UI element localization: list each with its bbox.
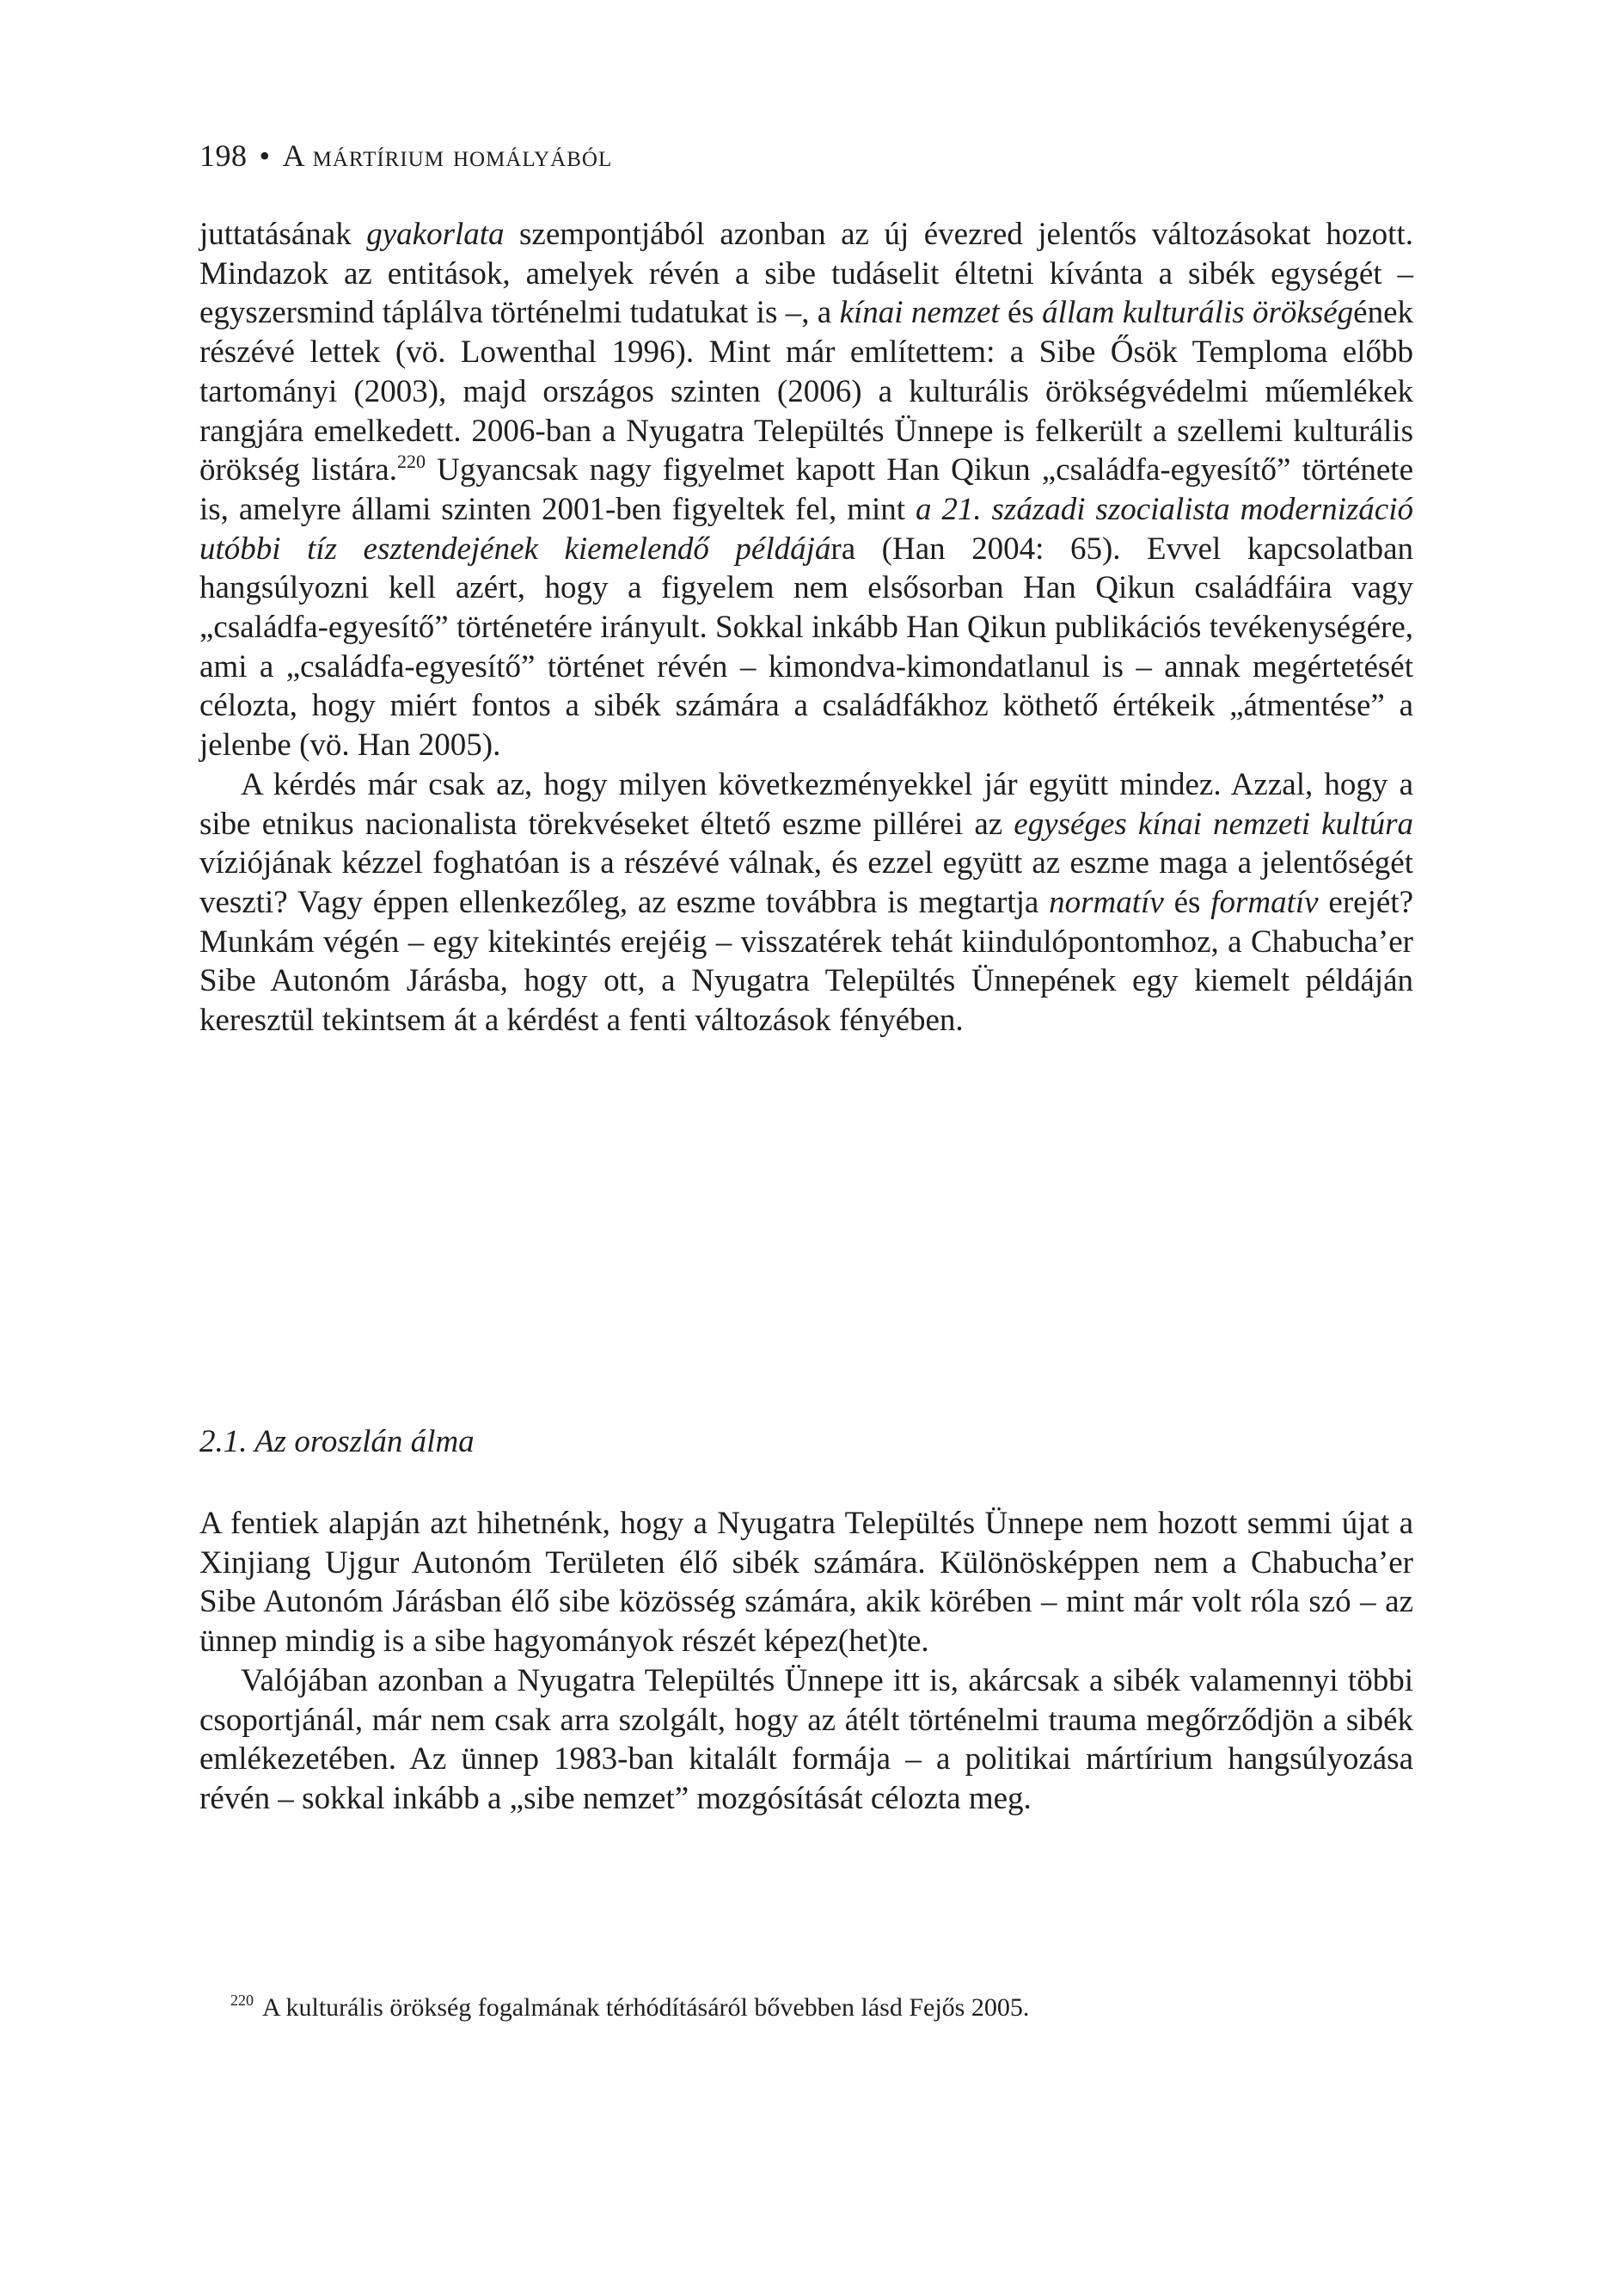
- page-number: 198: [199, 138, 248, 173]
- text-run: juttatásának: [199, 217, 367, 252]
- section-paragraph-1: [199, 1504, 1413, 1661]
- footnote-text: A kulturális örökség fogalmának térhódításáról bővebben lásd Fejős 2005.: [262, 1993, 1030, 2022]
- text-run: víziójának kézzel foghatóan is a részévé válnak, és ezzel együtt az eszme maga a jelentőségét veszti? Vagy éppen ellenkezőleg, az eszme továbbra is megtartja: [199, 845, 1413, 920]
- section-paragraph-2: [199, 1661, 1413, 1819]
- italic-run: a 21. századi szocialista modernizáció utóbbi tíz esztendejének kiemelendő példájá: [199, 491, 1413, 567]
- header-separator: •: [259, 138, 271, 173]
- italic-run: gyakorlata: [366, 217, 505, 252]
- text-run: [1245, 295, 1253, 330]
- footnote-number: 220: [230, 1992, 254, 2009]
- main-text: [199, 215, 1413, 1041]
- italic-run: formatív: [1210, 884, 1319, 920]
- text-run: és: [999, 295, 1043, 331]
- footnote-reference[interactable]: 220: [396, 451, 426, 473]
- italic-run: kínai nemzet: [839, 295, 1000, 331]
- italic-run: egységes kínai nemzeti kultúra: [1014, 806, 1413, 842]
- text-run: erejét? Munkám végén – egy kitekintés erejéig – visszatérek tehát kiindulópontomhoz, a Chabucha’er Sibe Autonóm Járásba, hogy ott, a Nyugatra Települtés Ünnepének egy kiemelt példáján keresztül tekintsem át a kérdést a fenti változások fényében.: [199, 884, 1413, 1039]
- text-run: Valójában azonban a Nyugatra Települtés Ünnepe itt is, akárcsak a sibék valamennyi többi csoportjánál, már nem csak arra szolgált, hogy az átélt történelmi trauma megőrződjön a sibék emlékezetében. Az ünnep 1983-ban kitalált formája – a politikai mártírium hangsúlyozása révén – sokkal inkább a „sibe nemzet” mozgósítását célozta meg.: [199, 1662, 1413, 1816]
- section-heading: 2.1. Az oroszlán álma: [199, 1424, 475, 1459]
- paragraph-2: [199, 765, 1413, 1041]
- italic-run: örökség: [1253, 295, 1354, 331]
- text-run: és: [1163, 884, 1211, 920]
- section-text: [199, 1504, 1413, 1819]
- italic-run: állam kulturális: [1042, 295, 1245, 331]
- text-run: Ugyancsak nagy figyelmet kapott Han Qikun „családfa-egyesítő” története is, amelyre állami szinten 2001-ben figyeltek fel, mint: [199, 452, 1413, 527]
- text-run: ének részévé lettek (vö. Lowenthal 1996). Mint már említettem: a Sibe Ősök Temploma előbb tartományi (2003), majd országos szinten (2006) a kulturális örökségvédelmi műemlékek rangjára emelkedett. 2006-ban a Nyugatra Települtés Ünnepe is felkerült a szellemi kulturális örökség listára.: [199, 295, 1414, 488]
- italic-run: normatív: [1049, 884, 1164, 920]
- text-run: szempontjából azonban az új évezred jelentős változásokat hozott. Mindazok az entitások, amelyek révén a sibe tudáselit éltetni kívánta a sibék egységét – egyszersmind táplálva történelmi tudatukat is –, a: [199, 217, 1413, 331]
- running-header: [199, 138, 612, 174]
- footnote: [230, 1993, 1029, 2023]
- running-title: A mártírium homályából: [282, 138, 613, 173]
- paragraph-1: [199, 215, 1413, 765]
- text-run: A fentiek alapján azt hihetnénk, hogy a Nyugatra Települtés Ünnepe nem hozott semmi újat a Xinjiang Ujgur Autonóm Területen élő sibék számára. Különösképpen nem a Chabucha’er Sibe Autonóm Járásban élő sibe közösség számára, akik körében – mint már volt róla szó – az ünnep mindig is a sibe hagyományok részét képez(het)te.: [199, 1506, 1413, 1660]
- text-run: A kérdés már csak az, hogy milyen következményekkel jár együtt mindez. Azzal, hogy a sibe etnikus nacionalista törekvéseket éltető eszme pillérei az: [199, 766, 1413, 842]
- text-run: ra (Han 2004: 65). Evvel kapcsolatban hangsúlyozni kell azért, hogy a figyelem nem elsősorban Han Qikun családfáira vagy „családfa-egyesítő” történetére irányult. Sokkal inkább Han Qikun publikációs tevékenységére, ami a „családfa-egyesítő” történet révén – kimondva-kimondatlanul is – annak megértetését célozta, hogy miért fontos a sibék számára a családfákhoz köthető értékeik „átmentése” a jelenbe (vö. Han 2005).: [199, 531, 1413, 764]
